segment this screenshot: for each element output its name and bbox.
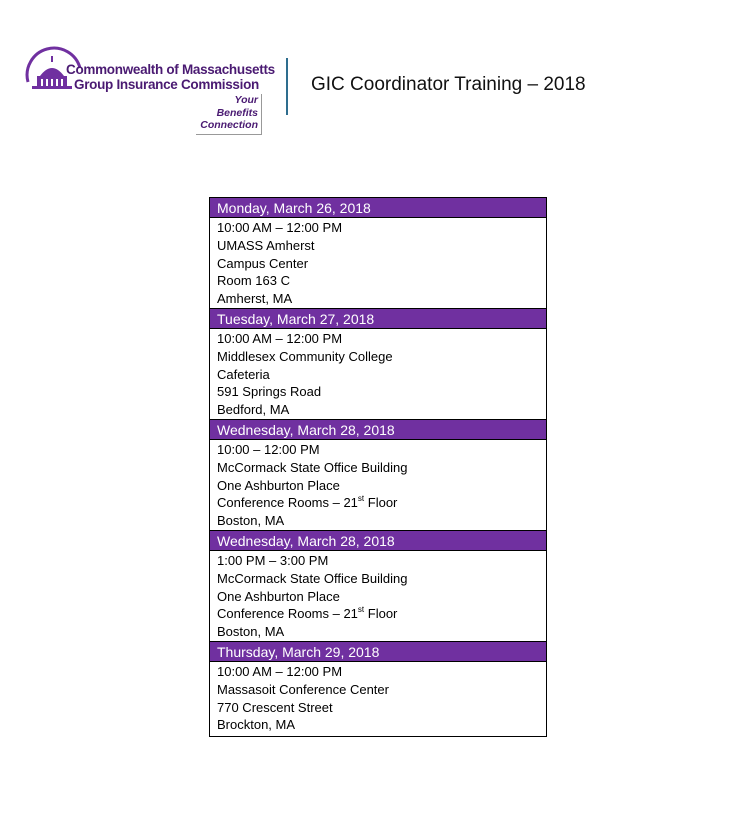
day-header: Tuesday, March 27, 2018 (210, 309, 546, 329)
city-line: Boston, MA (217, 624, 285, 640)
day-header: Thursday, March 29, 2018 (210, 642, 546, 662)
floor-ordinal: st (357, 605, 365, 615)
time-line: 10:00 AM – 12:00 PM (217, 220, 343, 235)
time-line: 10:00 AM – 12:00 PM (217, 663, 343, 679)
city-line: Amherst, MA (217, 291, 293, 307)
location-line: UMASS Amherst (217, 237, 315, 253)
location-line: 591 Springs Road (217, 384, 322, 400)
gic-logo (24, 42, 275, 136)
time-line: 1:00 PM – 3:00 PM (217, 552, 329, 568)
location-line: Campus Center (217, 255, 309, 271)
schedule-table (209, 197, 547, 737)
floor-text: Floor (364, 606, 398, 622)
page-title: GIC Coordinator Training – 2018 (311, 74, 586, 95)
room-line (217, 494, 546, 512)
location-line: Middlesex Community College (217, 348, 393, 364)
city-line: Brockton, MA (217, 717, 296, 733)
schedule-block (210, 530, 546, 641)
header-divider (286, 58, 288, 115)
day-header: Monday, March 26, 2018 (210, 198, 546, 218)
location-line: McCormack State Office Building (217, 459, 408, 475)
org-name-line1: Commonwealth of Massachusetts (66, 62, 275, 77)
schedule-block (210, 308, 546, 419)
floor-text: Floor (364, 495, 398, 511)
location-line: One Ashburton Place (217, 588, 340, 604)
tagline-line: Your (234, 94, 258, 106)
schedule-block (210, 419, 546, 530)
location-line: 770 Crescent Street (217, 699, 333, 715)
time-line: 10:00 – 12:00 PM (217, 441, 320, 457)
location-line: Massasoit Conference Center (217, 681, 389, 697)
tagline (196, 94, 262, 135)
schedule-block (210, 198, 546, 308)
org-name-line2: Group Insurance Commission (74, 77, 259, 92)
location-line: Room 163 C (217, 273, 290, 289)
room-text: Conference Rooms – 21 (217, 495, 358, 511)
tagline-line: Benefits (216, 106, 258, 119)
location-line: McCormack State Office Building (217, 570, 408, 586)
location-line: Cafeteria (217, 366, 270, 382)
day-header: Wednesday, March 28, 2018 (210, 531, 546, 551)
floor-ordinal: st (357, 494, 365, 504)
tagline-line: Connection (200, 119, 258, 131)
location-line: One Ashburton Place (217, 477, 340, 493)
room-text: Conference Rooms – 21 (217, 606, 358, 622)
schedule-block (210, 641, 546, 734)
city-line: Boston, MA (217, 513, 285, 529)
day-header: Wednesday, March 28, 2018 (210, 420, 546, 440)
time-line: 10:00 AM – 12:00 PM (217, 330, 343, 346)
room-line (217, 605, 546, 623)
city-line: Bedford, MA (217, 402, 290, 418)
page-header (0, 0, 742, 150)
